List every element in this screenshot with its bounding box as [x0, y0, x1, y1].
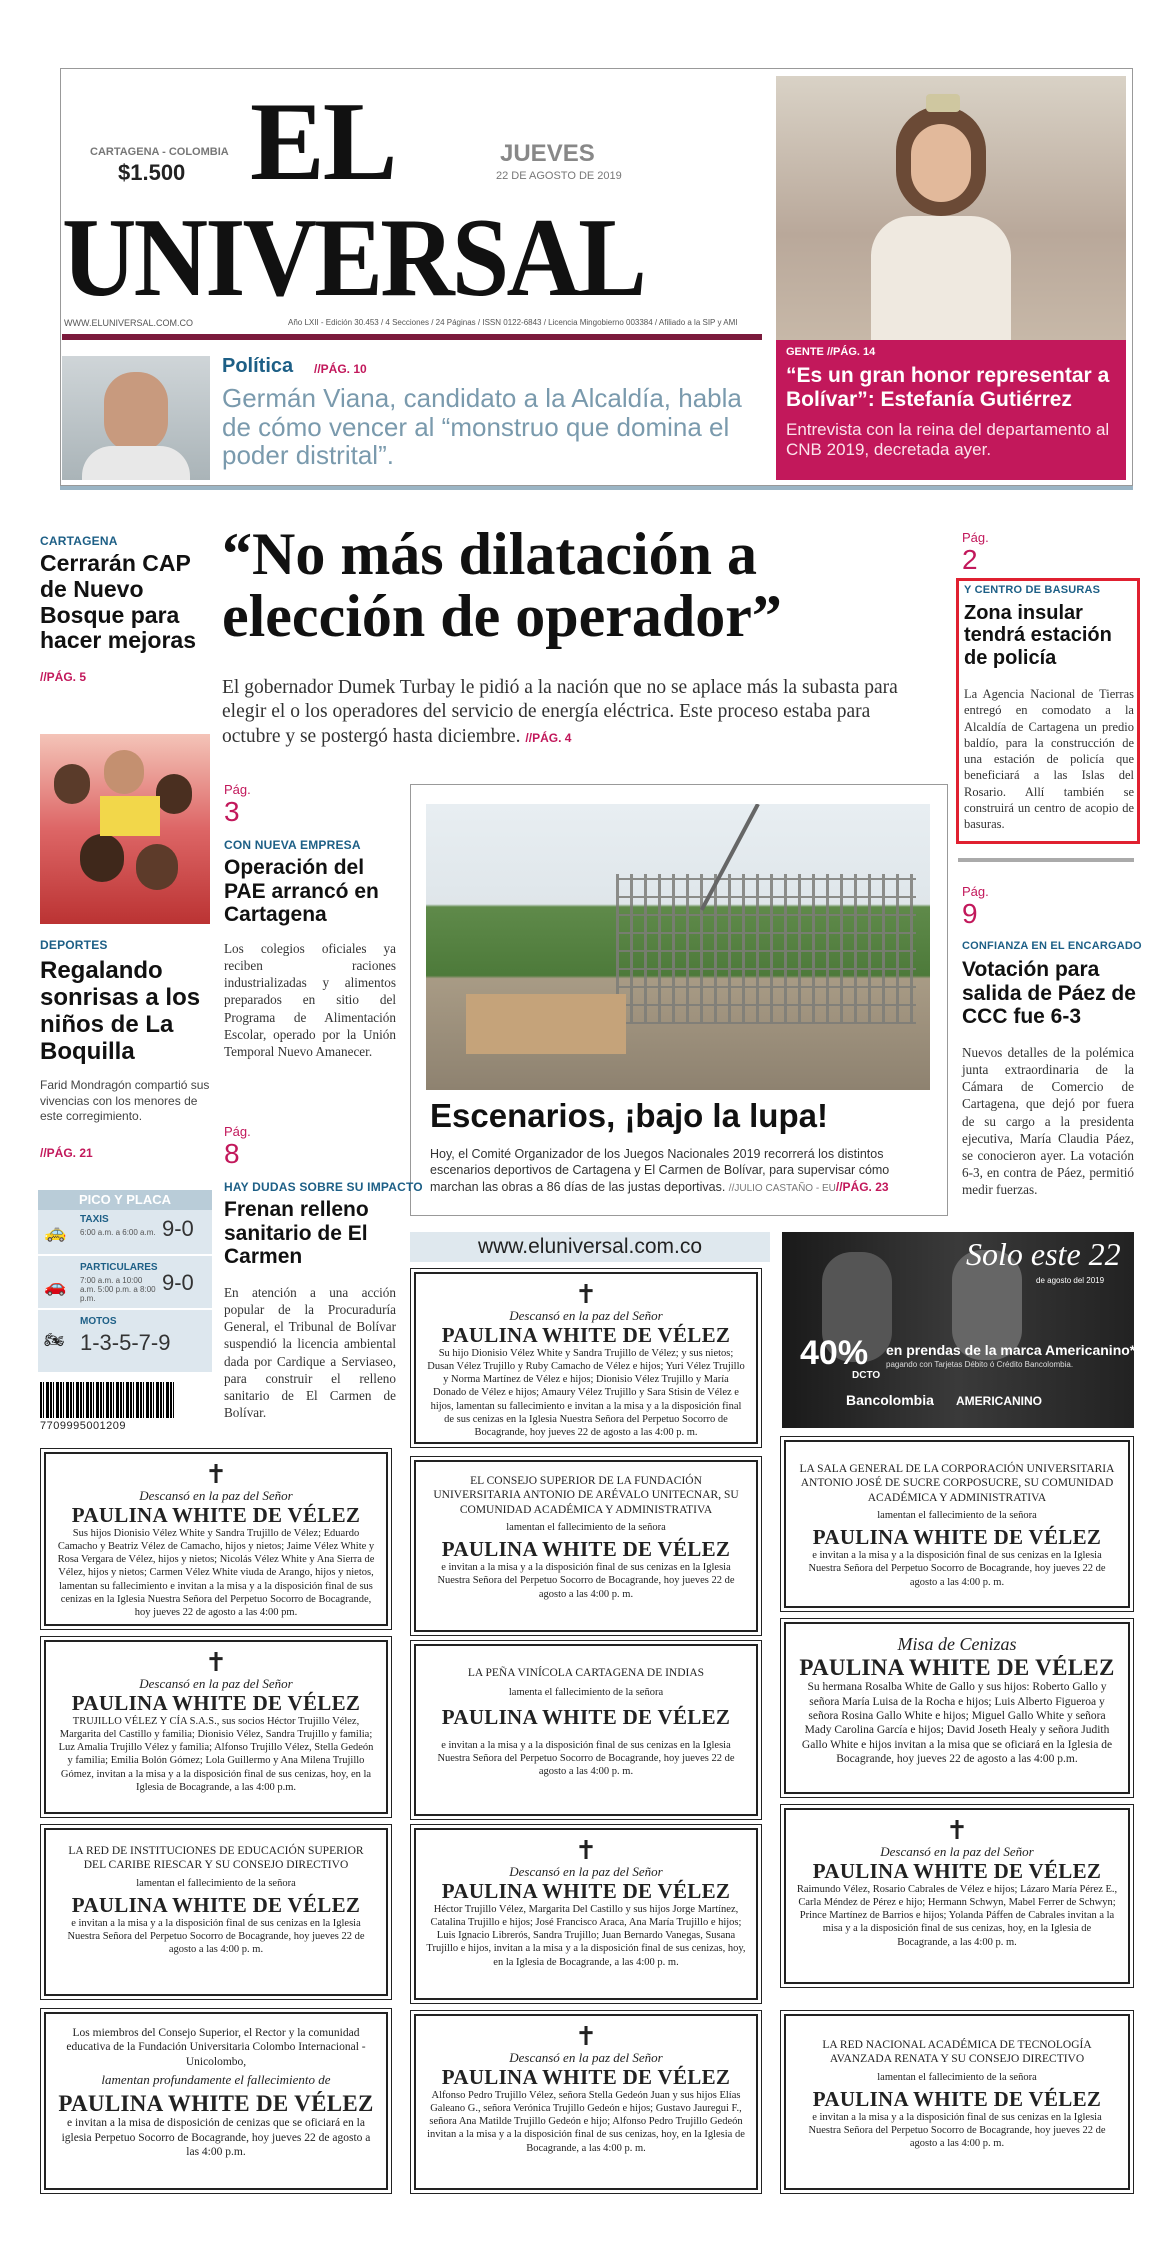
obituary-2 — [44, 1640, 388, 1814]
escenarios-credit: //JULIO CASTAÑO - EU — [728, 1182, 836, 1194]
cap-page: //PÁG. 5 — [40, 670, 87, 684]
obituary-name: PAULINA WHITE DE VÉLEZ — [441, 1537, 731, 1562]
pico-taxis-label: TAXIS — [80, 1214, 109, 1225]
obituary-name: PAULINA WHITE DE VÉLEZ — [71, 1892, 361, 1917]
obituary-text: e invitan a la misa y a la disposición final de sus cenizas en la Iglesia Nuestra Señora del Perpetuo Socorro de Bocagrande, hoy jueves 22 de agosto a las 4:00 p. m. — [437, 1562, 735, 1600]
obituary-text: Héctor Trujillo Vélez, Margarita Del Castillo y sus hijos Jorge Martínez, Catalina Trujillo e hijos; José Francisco Araca, Ana María Trujillo e hijos; Luis Ignacio Librerós, Sandra Trujillo; Juan Bernardo Vanegas, Susana Trujillo e hijos, invitan a la misa y a la disposición final de sus cenizas, hoy, en la Iglesia de Bocagrande, a las 4:00 p. m. — [426, 1904, 746, 1968]
reina-photo — [776, 76, 1126, 340]
cross-icon: ✝ — [575, 1280, 597, 1309]
obituary-intro: Descansó en la paz del Señor — [509, 1864, 663, 1879]
cap-headline[interactable]: Cerrarán CAP de Nuevo Bosque para hacer mejoras — [40, 550, 196, 654]
obituary-text: Raimundo Vélez, Rosario Cabrales de Vélez e hijos; Lázaro María Pérez E., Carla Méndez de Pérez e hijo; Hermann Schwyn, Mabel Ferrer de Schwyn; Prince Martínez de Barrios e hijos; Yolanda Páffen de Cabrales invitan a la misa y a la disposición final de sus cenizas, hoy, en la Iglesia de Bocagrande, a las 4:00 p. m. — [796, 1884, 1118, 1948]
pico-taxis-value: 9-0 — [162, 1216, 194, 1241]
politica-kicker: Política — [222, 355, 294, 377]
obituary-name: PAULINA WHITE DE VÉLEZ — [71, 1691, 361, 1715]
barcode-number: 7709995001209 — [40, 1420, 127, 1432]
ad-percent: 40% — [800, 1334, 869, 1372]
obituary-intro: Descansó en la paz del Señor — [139, 1676, 293, 1691]
car-icon: 🚕 — [44, 1222, 67, 1242]
relleno-kicker: HAY DUDAS SOBRE SU IMPACTO — [224, 1180, 423, 1194]
pico-divider — [38, 1308, 212, 1310]
obituary-1 — [44, 1452, 388, 1626]
zona-num: 2 — [962, 544, 978, 575]
obituary-text: Su hijo Dionisio Vélez White y Sandra Trujillo de Vélez; y sus nietos; Dusan Vélez Trujillo y Ruby Camacho de Vélez e hijos; Yuri Vélez Trujillo y Norma Martínez de Vélez e hijos; Dionisio Vélez Trujillo y María Donado de Vélez e hijos; Amaury Vélez Trujillo y Sara Stisin de Vélez e hijos, lamentan su fallecimiento e invitan a la misa y a la disposición final de sus cenizas en la Iglesia Nuestra Señora del Perpetuo Socorro de Bocagrande, hoy jueves 22 de agosto a las 4:00 p. m. — [427, 1348, 745, 1438]
main-headline[interactable]: “No más dilatación a elección de operador” — [222, 521, 782, 649]
obituary-9 — [414, 2014, 758, 2190]
pico-particulares-value: 9-0 — [162, 1270, 194, 1295]
pico-particulares-hours: 7:00 a.m. a 10:00 a.m. 5:00 p.m. a 8:00 p.m. — [80, 1276, 156, 1303]
pae-pag: Pág. — [224, 782, 251, 797]
main-body — [222, 676, 932, 749]
escenarios-headline[interactable]: Escenarios, ¡bajo la lupa! — [430, 1097, 828, 1134]
obituary-3 — [44, 1828, 388, 1996]
masthead-edition: Año LXII - Edición 30.453 / 4 Secciones / 24 Páginas / ISSN 0122-6843 / Licencia Mingobierno 003384 / Afiliado a la SIP y AMI — [288, 318, 738, 327]
obituary-text: Alfonso Pedro Trujillo Vélez, señora Stella Gedeón Juan y sus hijos Elías Galeano G., señora Verónica Trujillo Gedeón e hijos; Gustavo Jauregui F., señora Ana Matilde Trujillo Gedeón e hijo; Alfonso Pedro Trujillo Gedeón invitan a la misa y a la disposición final de sus cenizas, hoy, en la Iglesia de Bocagrande, a las 4:00 p. m. — [427, 2090, 745, 2154]
masthead-site[interactable]: WWW.ELUNIVERSAL.COM.CO — [64, 318, 194, 328]
ad-dcto: DCTO — [852, 1370, 881, 1381]
ad-small: pagando con Tarjetas Débito ó Crédito Bancolombia. — [886, 1360, 1074, 1369]
relleno-body: En atención a una acción popular de la Procuraduría General, el Tribunal de Bolívar suspendió la licencia ambiental dada por Cardique a Serviaseo, para construir el relleno sanitario de El Carmen de Bolívar. — [224, 1285, 396, 1421]
obituary-text: e invitan a la misa y a la disposición final de sus cenizas en la Iglesia Nuestra Señora del Perpetuo Socorro de Bocagrande, hoy jueves 22 de agosto a las 4:00 p. m. — [808, 1550, 1106, 1588]
obituary-text: e invitan a la misa de disposición de cenizas que se oficiará en la iglesia Perpetuo Socorro de Bocagrande, hoy jueves 22 de agosto a las 4:00 p.m. — [61, 2117, 371, 2159]
relleno-num: 8 — [224, 1138, 240, 1169]
obituary-text: e invitan a la misa y a la disposición final de sus cenizas en la Iglesia Nuestra Señora del Perpetuo Socorro de Bocagrande, hoy jueves 22 de agosto a las 4:00 p. m. — [808, 2111, 1106, 2150]
obituary-name: PAULINA WHITE DE VÉLEZ — [799, 1655, 1115, 1680]
obituary-4 — [44, 2012, 388, 2190]
masthead-bottom-rule — [60, 486, 1133, 490]
cap-kicker: CARTAGENA — [40, 534, 118, 548]
obituary-5 — [414, 1272, 758, 1444]
cross-icon: ✝ — [205, 1648, 227, 1677]
obituary-lament: lamentan profundamente el fallecimiento de — [101, 2072, 331, 2088]
obituary-text: Su hermana Rosalba White de Gallo y sus hijos: Roberto Gallo y señora María Luisa de la Rocha e hijos; Luis Alberto Figueroa y señora Rosina Gallo White e hijos; Miguel Gallo White y señora Mady Carolina García e hijos; David Joseth Healy y señora Judith Gallo White e hijos invitan a la misa que se oficiará en la Iglesia de Bocagrande, hoy jueves 22 de agosto a las 4:00 p.m. — [801, 1681, 1113, 1766]
ad-title: Solo este 22 — [966, 1236, 1121, 1272]
escenarios-photo — [426, 804, 930, 1090]
obituary-name: PAULINA WHITE DE VÉLEZ — [812, 1859, 1102, 1883]
politica-headline[interactable]: Germán Viana, candidato a la Alcaldía, habla de cómo vencer al “monstruo que domina el poder distrital”. — [222, 383, 742, 471]
obituary-name: PAULINA WHITE DE VÉLEZ — [441, 1704, 731, 1729]
zona-pag: Pág. — [962, 530, 989, 545]
gente-kicker: GENTE //PÁG. 14 — [786, 346, 876, 358]
deportes-body: Farid Mondragón compartió sus vivencias con los menores de este corregimiento. — [40, 1078, 210, 1124]
obituary-lament: lamentan el fallecimiento de la señora — [506, 1522, 666, 1534]
obituary-name: PAULINA WHITE DE VÉLEZ — [71, 1503, 361, 1527]
ad-bank: Bancolombia — [846, 1392, 934, 1408]
obituary-lament: lamenta el fallecimiento de la señora — [508, 1687, 664, 1699]
masthead-day: JUEVES — [500, 140, 595, 167]
pico-motos-label: MOTOS — [80, 1316, 117, 1327]
zona-rule — [958, 858, 1134, 862]
ad-sub: de agosto del 2019 — [1036, 1276, 1105, 1285]
obituary-lament: lamentan el fallecimiento de la señora — [136, 1877, 296, 1889]
deportes-headline[interactable]: Regalando sonrisas a los niños de La Boquilla — [40, 957, 201, 1065]
obituary-institution: EL CONSEJO SUPERIOR DE LA FUNDACIÓN UNIVERSITARIA ANTONIO DE ARÉVALO UNITECNAR, SU COMUNIDAD ACADÉMICA Y ADMINISTRATIVA — [433, 1475, 739, 1516]
obituary-intro: Descansó en la paz del Señor — [509, 2050, 663, 2065]
pico-particulares-label: PARTICULARES — [80, 1262, 158, 1273]
relleno-pag: Pág. — [224, 1124, 251, 1139]
escenarios-page: //PÁG. 23 — [835, 1179, 889, 1194]
pae-num: 3 — [224, 796, 240, 827]
obituary-6 — [414, 1460, 758, 1632]
pico-placa-title: PICO Y PLACA — [38, 1190, 212, 1210]
obituary-7 — [414, 1644, 758, 1816]
obituary-name: PAULINA WHITE DE VÉLEZ — [441, 1879, 731, 1903]
cross-icon: ✝ — [575, 2022, 597, 2051]
obituary-intro: Descansó en la paz del Señor — [509, 1308, 663, 1323]
votacion-num: 9 — [962, 898, 978, 929]
escenarios-body — [430, 1146, 935, 1195]
website-bar[interactable]: www.eluniversal.com.co — [410, 1232, 770, 1262]
obituary-13 — [784, 2014, 1130, 2190]
obituary-text: Sus hijos Dionisio Vélez White y Sandra Trujillo de Vélez; Eduardo Camacho y Beatriz Vélez de Camacho, hijos y nietos; Jaime Vélez White y Rosa Vergara de Vélez, hijos y nietos; Nicolás Vélez White y Ana Sierra de Vélez, hijos y nietos; Carmen Vélez White viuda de Arango, hijos y nietos, lamentan su fallecimiento e invitan a la misa y a la disposición final de sus cenizas en la Iglesia Nuestra Señora del Perpetuo Socorro de Bocagrande, hoy jueves 22 de agosto a las 4:00 pm. — [57, 1528, 375, 1618]
zona-headline[interactable]: Zona insular tendrá estación de policía — [964, 602, 1112, 669]
pae-kicker: CON NUEVA EMPRESA — [224, 838, 361, 852]
zona-kicker: Y CENTRO DE BASURAS — [964, 584, 1101, 596]
obituary-text: TRUJILLO VÉLEZ Y CÍA S.A.S., sus socios Héctor Trujillo Vélez, Margarita del Castillo y familia; Dionisio Vélez, Sandra Trujillo y familia; Luz Amalia Trujillo Vélez y familia; Alfonso Trujillo Vélez, Stella Gedeón y familia; Emilia Bolón Gómez; Lola Guillermo y Ana Milena Trujillo Gómez, invitan a la misa y a la disposición final de sus cenizas, hoy, en la Iglesia de Bocagrande, a las 4:00 p.m. — [58, 1716, 374, 1793]
obituary-12 — [784, 1808, 1130, 1984]
obituary-name: PAULINA WHITE DE VÉLEZ — [441, 1323, 731, 1347]
main-page: //PÁG. 4 — [525, 730, 572, 745]
obituary-intro: Descansó en la paz del Señor — [139, 1488, 293, 1503]
masthead-rule — [62, 334, 762, 340]
barcode — [40, 1382, 174, 1418]
politica-page: //PÁG. 10 — [314, 362, 367, 376]
obituary-institution: Los miembros del Consejo Superior, el Rector y la comunidad educativa de la Fundación Universitaria Colombo Internacional - Unicolombo, — [66, 2027, 366, 2068]
deportes-kicker: DEPORTES — [40, 938, 108, 952]
viana-photo — [62, 356, 210, 480]
obituary-10 — [784, 1440, 1130, 1608]
pico-motos-value: 1-3-5-7-9 — [80, 1330, 171, 1355]
obituary-8 — [414, 1828, 758, 2000]
masthead-city: CARTAGENA - COLOMBIA — [90, 146, 229, 158]
masthead-logo-universal: UNIVERSAL — [62, 196, 645, 320]
obituary-institution: LA RED NACIONAL ACADÉMICA DE TECNOLOGÍA AVANZADA RENATA Y SU CONSEJO DIRECTIVO — [822, 2039, 1092, 2066]
obituary-intro: Misa de Cenizas — [897, 1634, 1017, 1654]
votacion-pag: Pág. — [962, 884, 989, 899]
main-body-text: El gobernador Dumek Turbay le pidió a la nación que no se aplace más la subasta para elegir el o los operadores del servicio de energía eléctrica. Este proceso estaba para octubre y se postergó hasta diciembre. — [222, 677, 898, 747]
gente-headline[interactable]: “Es un gran honor representar a Bolívar”: Estefanía Gutiérrez — [786, 364, 1110, 412]
escenarios-body-text: Hoy, el Comité Organizador de los Juegos Nacionales 2019 recorrerá los distintos escenarios deportivos de Cartagena y El Carmen de Bolívar, para supervisar cómo marchan las obras a 86 días de las justas deportivas. — [430, 1147, 890, 1194]
pico-taxis-hours: 6:00 a.m. a 6:00 a.m. — [80, 1228, 156, 1237]
pico-divider — [38, 1254, 212, 1256]
obituary-institution: LA PEÑA VINÍCOLA CARTAGENA DE INDIAS — [467, 1667, 705, 1679]
ad-text: en prendas de la marca Americanino* — [886, 1342, 1136, 1358]
zona-body: La Agencia Nacional de Tierras entregó en comodato a la Alcaldía de Cartagena un predio baldío, para la construcción de una estación de policía que beneficiará a las Islas del Rosario. Allí también se construirá un centro de acopio de basuras. — [964, 687, 1134, 831]
obituary-name: PAULINA WHITE DE VÉLEZ — [58, 2091, 374, 2117]
ad-brand: AMERICANINO — [956, 1394, 1042, 1408]
obituary-institution: LA RED DE INSTITUCIONES DE EDUCACIÓN SUPERIOR DEL CARIBE RIESCAR Y SU CONSEJO DIRECTIVO — [68, 1845, 364, 1872]
gente-sub: Entrevista con la reina del departamento al CNB 2019, decretada ayer. — [786, 420, 1110, 460]
obituary-name: PAULINA WHITE DE VÉLEZ — [812, 1525, 1102, 1550]
obituary-11 — [784, 1622, 1130, 1794]
cross-icon: ✝ — [946, 1816, 968, 1845]
votacion-body: Nuevos detalles de la polémica junta extraordinaria de la Cámara de Comercio de Cartagena, que dejó por fuera de su cargo a la presidenta ejecutiva, María Claudia Páez, se conocieron ayer. La votación 6-3, en contra de Páez, permitió medir fuerzas. — [962, 1045, 1134, 1198]
votacion-headline[interactable]: Votación para salida de Páez de CCC fue 6-3 — [962, 958, 1136, 1029]
car-icon: 🚗 — [44, 1276, 67, 1296]
pae-headline[interactable]: Operación del PAE arrancó en Cartagena — [224, 856, 379, 927]
obituary-institution: LA SALA GENERAL DE LA CORPORACIÓN UNIVERSITARIA ANTONIO JOSÉ DE SUCRE CORPOSUCRE, SU COMUNIDAD ACADÉMICA Y ADMINISTRATIVA — [799, 1463, 1115, 1504]
relleno-headline[interactable]: Frenan relleno sanitario de El Carmen — [224, 1198, 369, 1269]
obituary-name: PAULINA WHITE DE VÉLEZ — [441, 2065, 731, 2089]
obituary-lament: lamentan el fallecimiento de la señora — [877, 1510, 1037, 1522]
pae-body: Los colegios oficiales ya reciben raciones industrializadas y alimentos preparados en sitio del Programa de Alimentación Escolar, operado por la Unión Temporal Nuevo Amanecer. — [224, 941, 396, 1059]
masthead-date: 22 DE AGOSTO DE 2019 — [496, 170, 622, 182]
obituary-text: e invitan a la misa y a la disposición final de sus cenizas en la Iglesia Nuestra Señora del Perpetuo Socorro de Bocagrande, hoy jueves 22 de agosto a las 4:00 p. m. — [437, 1739, 735, 1777]
masthead-logo-el: EL — [250, 80, 396, 204]
votacion-kicker: CONFIANZA EN EL ENCARGADO — [962, 940, 1142, 952]
deportes-page: //PÁG. 21 — [40, 1146, 93, 1160]
motorcycle-icon: 🏍 — [44, 1332, 65, 1349]
boquilla-photo — [40, 734, 210, 924]
obituary-lament: lamentan el fallecimiento de la señora — [877, 2071, 1037, 2083]
cross-icon: ✝ — [205, 1460, 227, 1489]
obituary-name: PAULINA WHITE DE VÉLEZ — [812, 2086, 1102, 2111]
masthead-price: $1.500 — [118, 160, 186, 185]
cross-icon: ✝ — [575, 1836, 597, 1865]
obituary-intro: Descansó en la paz del Señor — [880, 1844, 1034, 1859]
obituary-text: e invitan a la misa y a la disposición final de sus cenizas en la Iglesia Nuestra Señora del Perpetuo Socorro de Bocagrande, hoy jueves 22 de agosto a las 4:00 p. m. — [67, 1917, 365, 1956]
